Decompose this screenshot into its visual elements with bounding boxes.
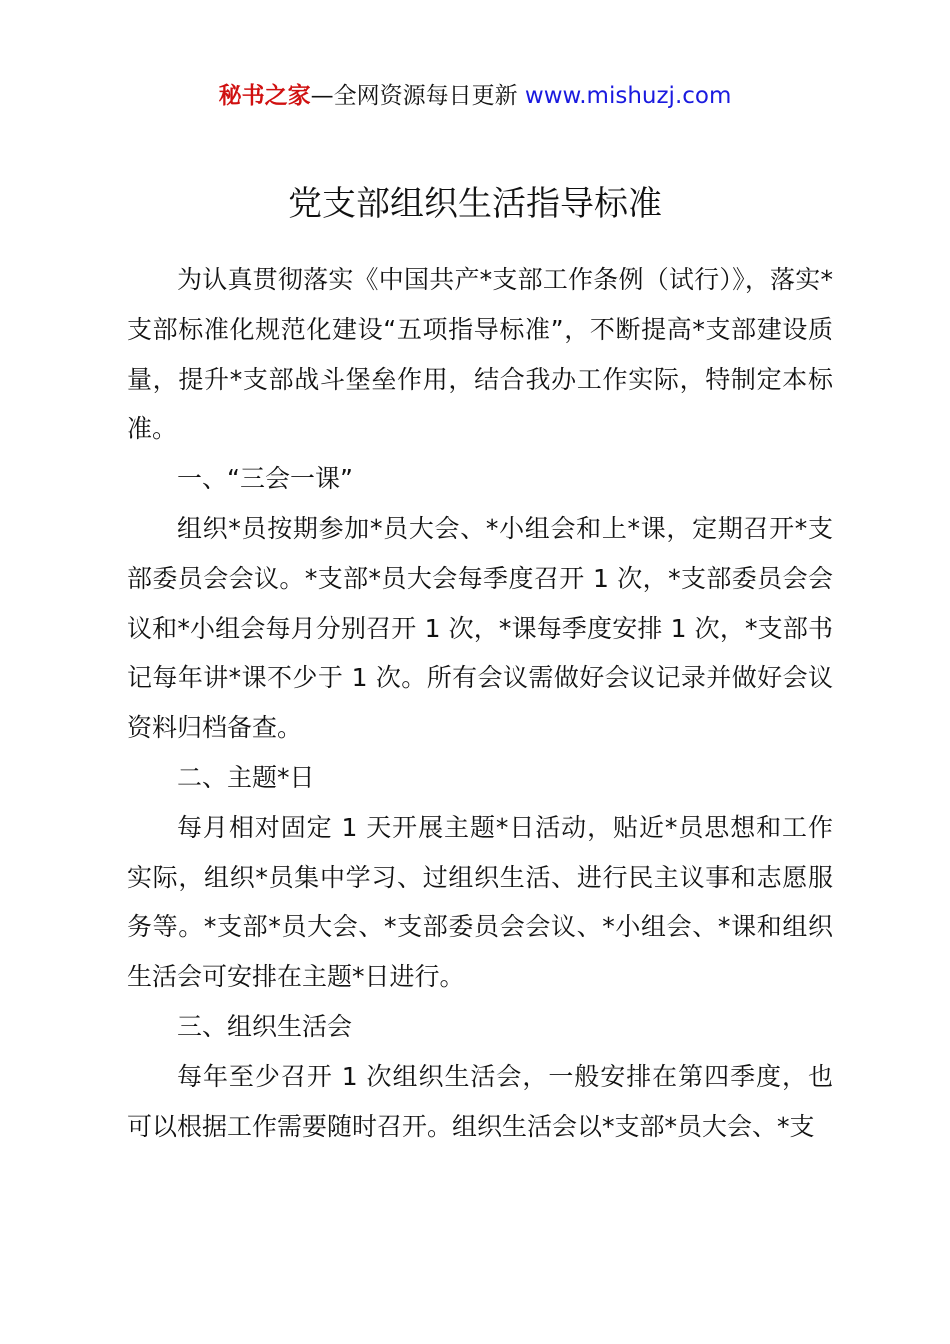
- paragraph-section-3: 每年至少召开 1 次组织生活会，一般安排在第四季度，也可以根据工作需要随时召开。组织生活会以*支部*员大会、*支: [127, 1061, 833, 1141]
- site-brand: 秘书之家: [218, 83, 311, 109]
- site-banner: [0, 80, 950, 112]
- paragraph-intro: 为认真贯彻落实《中国共产*支部工作条例（试行）》，落实*支部标准化规范化建设“五项指导标准”，不断提高*支部建设质量，提升*支部战斗堡垒作用，结合我办工作实际，特制定本标准。: [127, 265, 833, 444]
- section-heading-3: 三、组织生活会: [177, 1011, 353, 1041]
- site-tagline: —全网资源每日更新: [310, 83, 518, 109]
- paragraph-section-2: 每月相对固定 1 天开展主题*日活动，贴近*员思想和工作实际，组织*员集中学习、过组织生活、进行民主议事和志愿服务等。*支部*员大会、*支部委员会会议、*小组会、*课和组织生活会可安排在主题*日进行。: [127, 812, 833, 992]
- document-body: [127, 255, 833, 1151]
- section-heading-1: 一、“三会一课”: [177, 464, 353, 494]
- section-heading-2: 二、主题*日: [177, 762, 315, 792]
- site-url-link[interactable]: www.mishuzj.com: [524, 83, 732, 109]
- paragraph-section-1: 组织*员按期参加*员大会、*小组会和上*课，定期召开*支部委员会会议。*支部*员大会每季度召开 1 次，*支部委员会会议和*小组会每月分别召开 1 次，*课每季度安排 1 次，*支部书记每年讲*课不少于 1 次。所有会议需做好会议记录并做好会议资料归档备查。: [127, 513, 833, 743]
- document-title: 党支部组织生活指导标准: [288, 184, 662, 224]
